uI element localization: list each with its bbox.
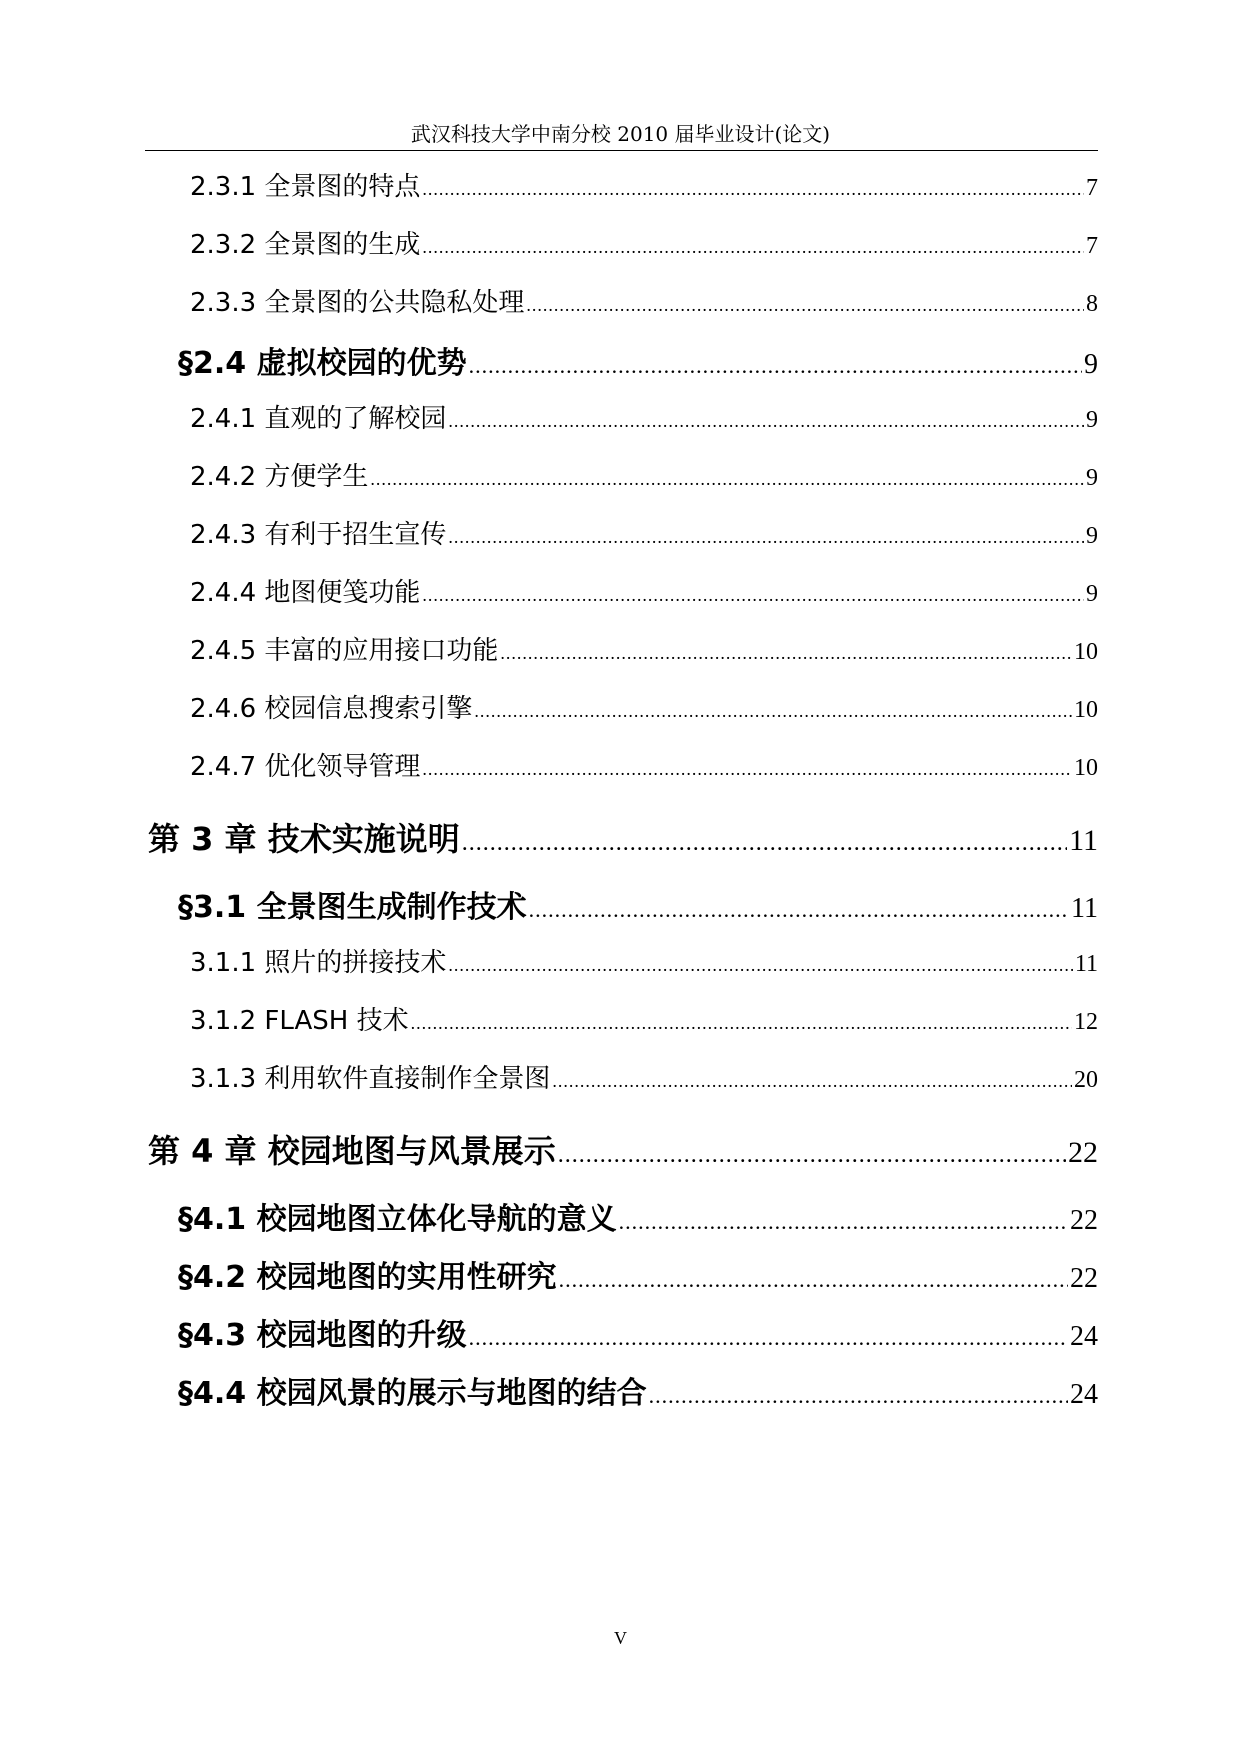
toc-entry-4-2[interactable] — [178, 1252, 1098, 1296]
toc-entry-label: 2.4.7 优化领导管理 — [190, 752, 421, 782]
dot-leader — [448, 955, 1072, 976]
toc-entry-label: 2.4.4 地图便笺功能 — [190, 578, 421, 608]
toc-entry-label: 2.4.2 方便学生 — [190, 462, 369, 492]
dot-leader — [559, 1267, 1068, 1293]
toc-entry-page: 9 — [1086, 581, 1098, 607]
toc-entry-2-3-2[interactable] — [190, 224, 1098, 261]
toc-entry-label: §4.1 校园地图立体化导航的意义 — [178, 1202, 617, 1237]
toc-entry-label: 2.3.1 全景图的特点 — [190, 172, 421, 202]
dot-leader — [422, 237, 1084, 258]
toc-entry-label: 第 3 章 技术实施说明 — [148, 820, 460, 858]
dot-leader — [448, 527, 1084, 548]
toc-entry-chapter-4[interactable] — [148, 1126, 1098, 1172]
toc-entry-3-1-3[interactable] — [190, 1058, 1098, 1095]
toc-entry-4-4[interactable] — [178, 1368, 1098, 1412]
toc-entry-2-4-4[interactable] — [190, 572, 1098, 609]
toc-entry-page: 7 — [1086, 233, 1098, 259]
toc-entry-page: 11 — [1074, 951, 1098, 977]
toc-entry-page: 22 — [1070, 1205, 1098, 1236]
dot-leader — [448, 411, 1084, 432]
toc-entry-page: 9 — [1086, 407, 1098, 433]
toc-entry-2-4-6[interactable] — [190, 688, 1098, 725]
toc-entry-page: 20 — [1074, 1067, 1098, 1093]
page-number: V — [614, 1628, 627, 1648]
dot-leader — [619, 1209, 1068, 1235]
running-header: 武汉科技大学中南分校 2010 届毕业设计(论文) — [410, 122, 831, 146]
toc-entry-chapter-3[interactable] — [148, 814, 1098, 860]
toc-entry-2-3-3[interactable] — [190, 282, 1098, 319]
toc-entry-3-1[interactable] — [178, 882, 1098, 926]
dot-leader — [422, 179, 1084, 200]
dot-leader — [529, 897, 1069, 923]
toc-entry-2-4-7[interactable] — [190, 746, 1098, 783]
toc-entry-page: 7 — [1086, 175, 1098, 201]
toc-entry-label: §4.2 校园地图的实用性研究 — [178, 1260, 557, 1295]
toc-entry-2-3-1[interactable] — [190, 166, 1098, 203]
toc-entry-label: 2.4.5 丰富的应用接口功能 — [190, 636, 499, 666]
dot-leader — [649, 1383, 1068, 1409]
dot-leader — [552, 1071, 1072, 1092]
dot-leader — [422, 759, 1072, 780]
toc-entry-2-4-3[interactable] — [190, 514, 1098, 551]
toc-entry-page: 9 — [1086, 465, 1098, 491]
dot-leader — [469, 1325, 1068, 1351]
toc-entry-page: 24 — [1070, 1379, 1098, 1410]
toc-entry-page: 10 — [1074, 697, 1098, 723]
toc-entry-label: §4.3 校园地图的升级 — [178, 1318, 467, 1353]
toc-entry-label: 3.1.3 利用软件直接制作全景图 — [190, 1064, 551, 1094]
toc-entry-page: 8 — [1086, 291, 1098, 317]
dot-leader — [411, 1013, 1072, 1034]
toc-entry-label: §2.4 虚拟校园的优势 — [178, 346, 467, 381]
toc-entry-page: 9 — [1086, 523, 1098, 549]
toc-entry-label: 3.1.2 FLASH 技术 — [190, 1006, 409, 1036]
toc-entry-4-3[interactable] — [178, 1310, 1098, 1354]
toc-entry-3-1-2[interactable] — [190, 1000, 1098, 1037]
dot-leader — [462, 830, 1067, 857]
toc-entry-page: 12 — [1074, 1009, 1098, 1035]
toc-entry-label: 3.1.1 照片的拼接技术 — [190, 948, 447, 978]
toc-entry-3-1-1[interactable] — [190, 942, 1098, 979]
toc-entry-label: §3.1 全景图生成制作技术 — [178, 890, 527, 925]
toc-entry-page: 24 — [1070, 1321, 1098, 1352]
toc-entry-page: 11 — [1069, 824, 1098, 857]
toc-entry-page: 10 — [1074, 755, 1098, 781]
toc-entry-label: 2.4.3 有利于招生宣传 — [190, 520, 447, 550]
dot-leader — [422, 585, 1084, 606]
dot-leader — [500, 643, 1072, 664]
toc-entry-2-4[interactable] — [178, 338, 1098, 382]
dot-leader — [469, 353, 1082, 379]
toc-entry-page: 22 — [1070, 1263, 1098, 1294]
toc-entry-2-4-5[interactable] — [190, 630, 1098, 667]
toc-entry-page: 22 — [1068, 1136, 1098, 1169]
toc-entry-label: 第 4 章 校园地图与风景展示 — [148, 1132, 556, 1170]
toc-entry-label: 2.4.1 直观的了解校园 — [190, 404, 447, 434]
dot-leader — [370, 469, 1084, 490]
dot-leader — [474, 701, 1072, 722]
toc-entry-page: 11 — [1071, 893, 1098, 924]
toc-entry-page: 9 — [1084, 349, 1098, 380]
toc-entry-4-1[interactable] — [178, 1194, 1098, 1238]
toc-entry-label: §4.4 校园风景的展示与地图的结合 — [178, 1376, 647, 1411]
toc-entry-2-4-1[interactable] — [190, 398, 1098, 435]
toc-entry-label: 2.3.3 全景图的公共隐私处理 — [190, 288, 525, 318]
toc-entry-2-4-2[interactable] — [190, 456, 1098, 493]
toc-entry-page: 10 — [1074, 639, 1098, 665]
dot-leader — [558, 1142, 1066, 1169]
toc-entry-label: 2.4.6 校园信息搜索引擎 — [190, 694, 473, 724]
toc-entry-label: 2.3.2 全景图的生成 — [190, 230, 421, 260]
dot-leader — [526, 295, 1084, 316]
